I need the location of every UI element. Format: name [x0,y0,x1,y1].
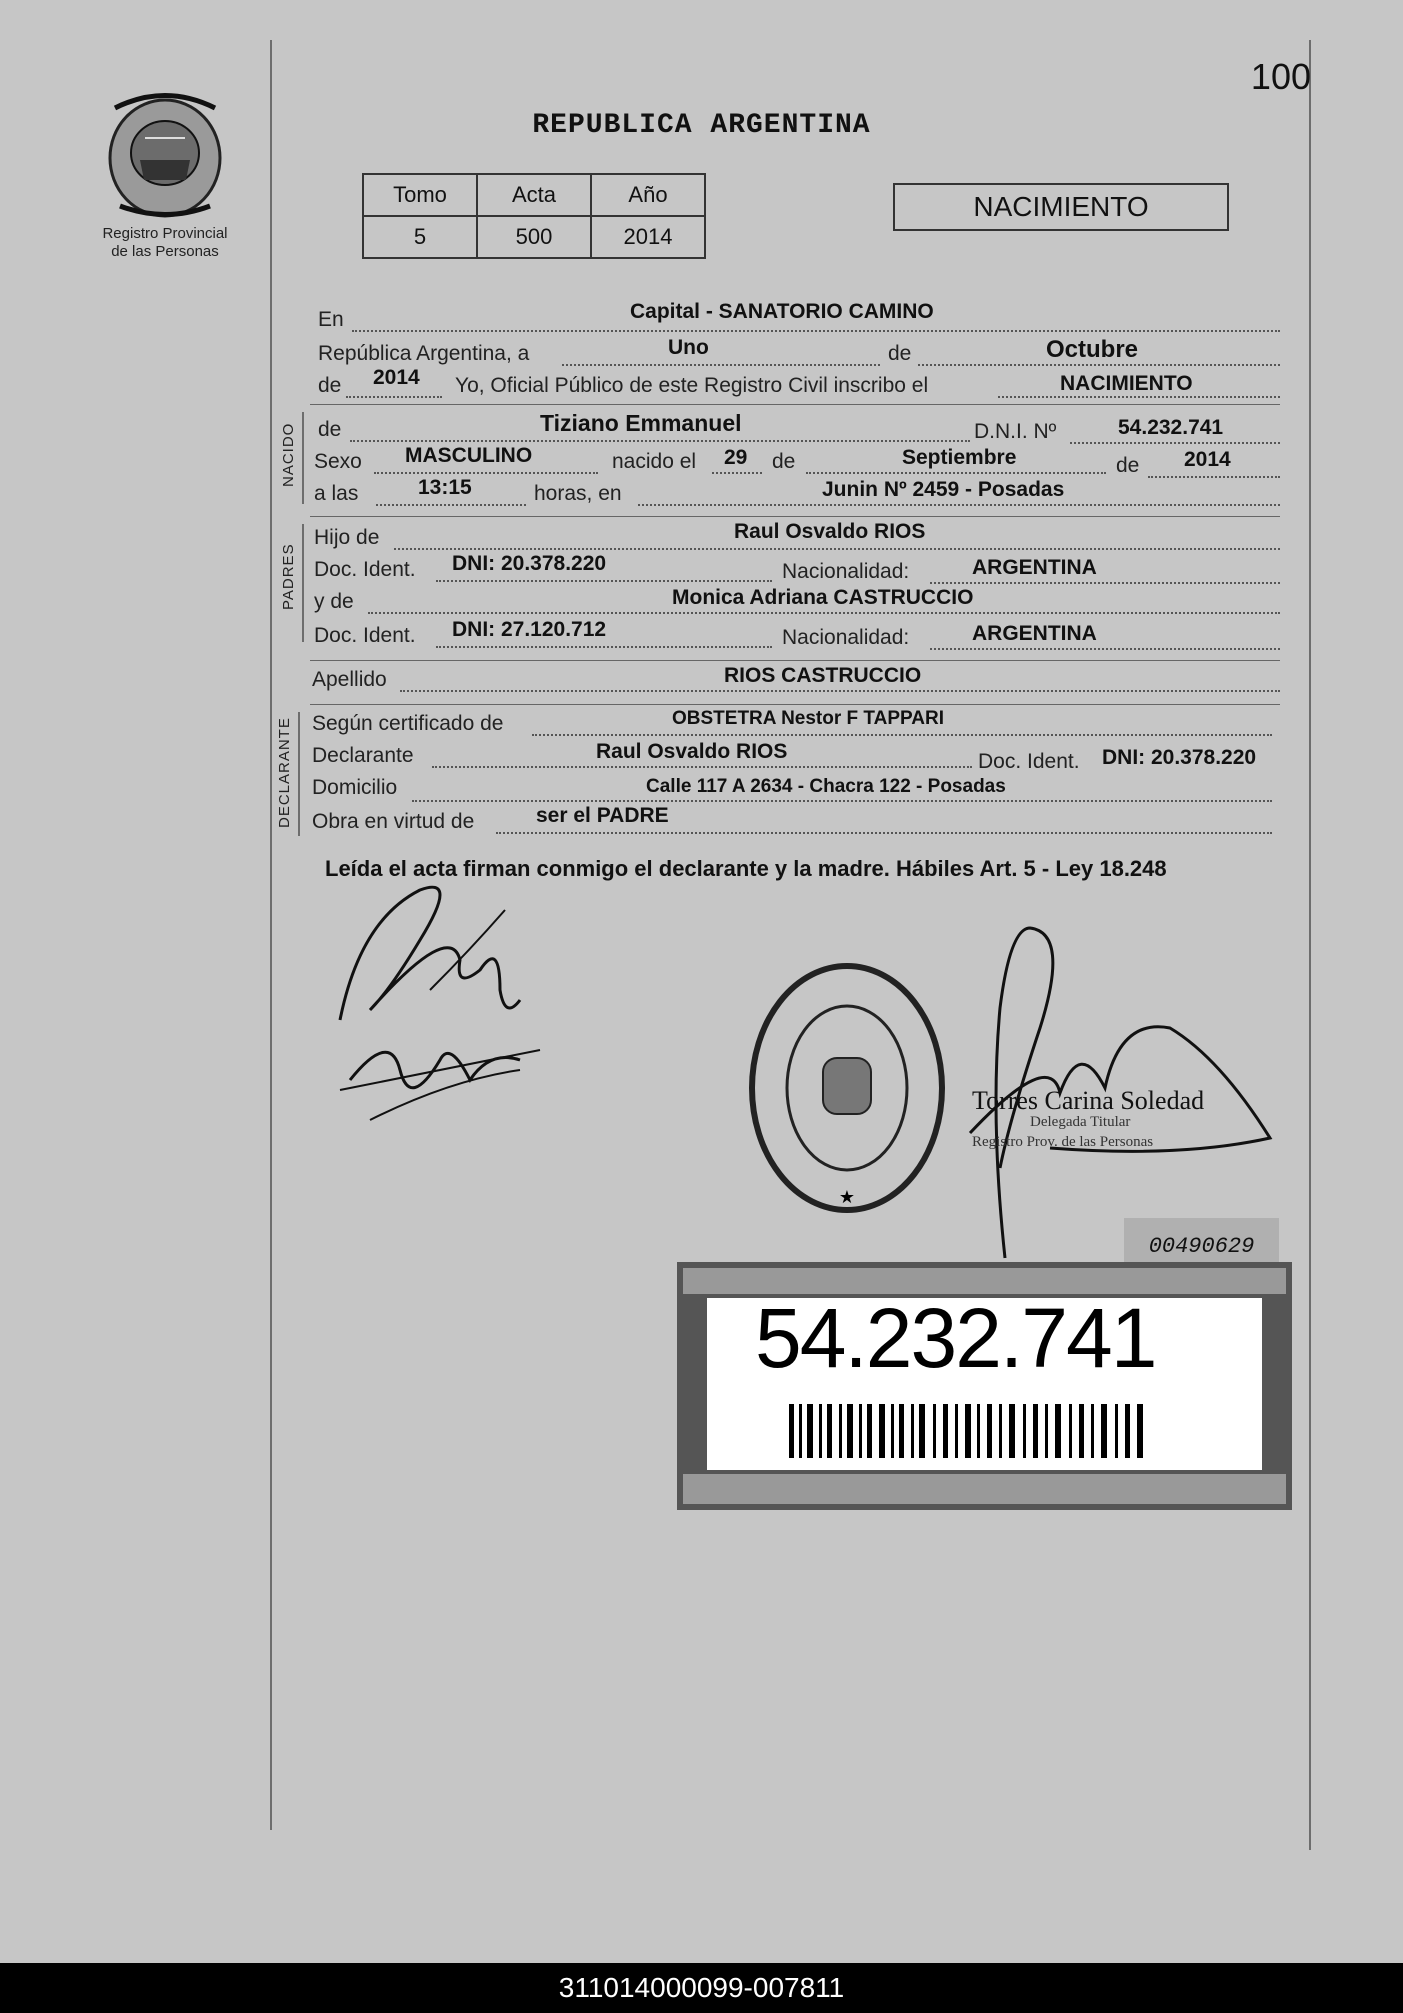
cert-label: Según certificado de [312,712,504,735]
value-tomo: 5 [363,216,477,258]
sexo-label: Sexo [314,450,362,473]
record-table-values [363,216,705,258]
en-label: En [318,308,344,331]
mother-name: Monica Adriana CASTRUCCIO [672,586,974,609]
section-divider [310,704,1280,705]
mother-doc-label: Doc. Ident. [314,624,416,647]
decl-doc: DNI: 20.378.220 [1102,746,1257,769]
dotted-line [1070,442,1280,444]
yde-label: y de [314,590,354,613]
dotted-line [400,690,1280,692]
value-anio: 2014 [591,216,705,258]
dotted-line [352,330,1280,332]
header-tomo: Tomo [363,174,477,216]
sexo-value: MASCULINO [405,444,533,467]
act-value: NACIMIENTO [1060,372,1193,395]
apellido-label: Apellido [312,668,387,691]
dotted-line [496,832,1272,834]
child-dni: 54.232.741 [1118,416,1224,439]
dotted-line [374,472,598,474]
republica-label: República Argentina, a [318,342,530,365]
registry-caption [80,225,250,261]
place-value: Capital - SANATORIO CAMINO [630,300,934,323]
mother-doc: DNI: 27.120.712 [452,618,607,641]
declarante-bracket [298,712,300,836]
section-divider [310,404,1280,405]
record-table-header [363,174,705,216]
birth-year: 2014 [1184,448,1231,471]
province-seal-logo [100,88,230,223]
birth-month: Septiembre [902,446,1017,469]
dotted-line [350,440,970,442]
dotted-line [394,548,1280,550]
barcode-number: 54.232.741 [755,1291,1156,1385]
inscription-text: Yo, Oficial Público de este Registro Civil inscribo el [455,374,929,397]
child-name: Tiziano Emmanuel [540,410,742,436]
official-office: Registro Prov. de las Personas [972,1134,1154,1150]
father-nationality: ARGENTINA [972,556,1097,579]
serial-stamp: 00490629 [1124,1218,1279,1276]
father-doc: DNI: 20.378.220 [452,552,607,575]
declarant-signature [330,880,570,1140]
dotted-line [1148,476,1280,478]
birth-day: 29 [724,446,748,469]
dotted-line [806,472,1106,474]
de-label: de [772,450,796,473]
caption-line-2: de las Personas [111,243,219,260]
svg-text:★: ★ [838,1187,856,1208]
birth-place: Junin Nº 2459 - Posadas [822,478,1065,501]
cert-value: OBSTETRA Nestor F TAPPARI [672,708,944,729]
nacido-bracket [302,412,304,504]
father-nat-label: Nacionalidad: [782,560,910,583]
dotted-line [918,364,1280,366]
dotted-line [930,582,1280,584]
value-acta: 500 [477,216,591,258]
dotted-line [562,364,880,366]
de-label: de [318,418,342,441]
obra-label: Obra en virtud de [312,810,475,833]
header-acta: Acta [477,174,591,216]
section-padres-label: PADRES [280,543,297,610]
father-name: Raul Osvaldo RIOS [734,520,926,543]
dotted-line [346,396,442,398]
dotted-line [712,472,762,474]
dni-label: D.N.I. Nº [974,420,1057,443]
dotted-line [532,734,1272,736]
page-number: 100 [1250,56,1311,97]
de-label: de [318,374,342,397]
section-declarante-label: DECLARANTE [276,717,293,828]
document-title: REPUBLICA ARGENTINA [532,110,871,141]
decl-label: Declarante [312,744,414,767]
official-seal [745,958,950,1218]
record-table [362,173,706,259]
decl-value: Raul Osvaldo RIOS [596,740,788,763]
nacido-label: nacido el [612,450,697,473]
dotted-line [368,612,1280,614]
caption-line-1: Registro Provincial [102,225,228,242]
de-label: de [1116,454,1140,477]
closing-note: Leída el acta firman conmigo el declarante y la madre. Hábiles Art. 5 - Ley 18.248 [325,856,1167,881]
dotted-line [436,580,772,582]
alas-label: a las [314,482,359,505]
father-doc-label: Doc. Ident. [314,558,416,581]
mother-nat-label: Nacionalidad: [782,626,910,649]
dotted-line [998,396,1280,398]
section-divider [310,516,1280,517]
obra-value: ser el PADRE [536,804,669,827]
mother-nationality: ARGENTINA [972,622,1097,645]
dom-label: Domicilio [312,776,398,799]
record-type-box: NACIMIENTO [893,183,1229,231]
dotted-line [432,766,972,768]
official-role: Delegada Titular [1030,1114,1131,1130]
apellido-value: RIOS CASTRUCCIO [724,664,922,687]
day-value: Uno [668,336,709,359]
dotted-line [638,504,1280,506]
header-anio: Año [591,174,705,216]
official-name: Torres Carina Soledad [972,1086,1205,1115]
section-nacido-label: NACIDO [280,422,297,487]
dotted-line [376,504,526,506]
dotted-line [412,800,1272,802]
padres-bracket [302,524,304,642]
decl-doc-label: Doc. Ident. [978,750,1080,773]
dotted-line [930,648,1280,650]
dom-value: Calle 117 A 2634 - Chacra 122 - Posadas [646,776,1006,797]
footer-id: 311014000099-007811 [0,1963,1403,2013]
left-margin-line [270,40,272,1830]
section-divider [310,660,1280,661]
right-margin-line [1309,40,1311,1850]
horas-label: horas, en [534,482,622,505]
de-label: de [888,342,912,365]
hijo-label: Hijo de [314,526,380,549]
birth-time: 13:15 [418,476,472,499]
dotted-line [436,646,772,648]
year-value: 2014 [373,366,420,389]
month-value: Octubre [1046,336,1139,363]
